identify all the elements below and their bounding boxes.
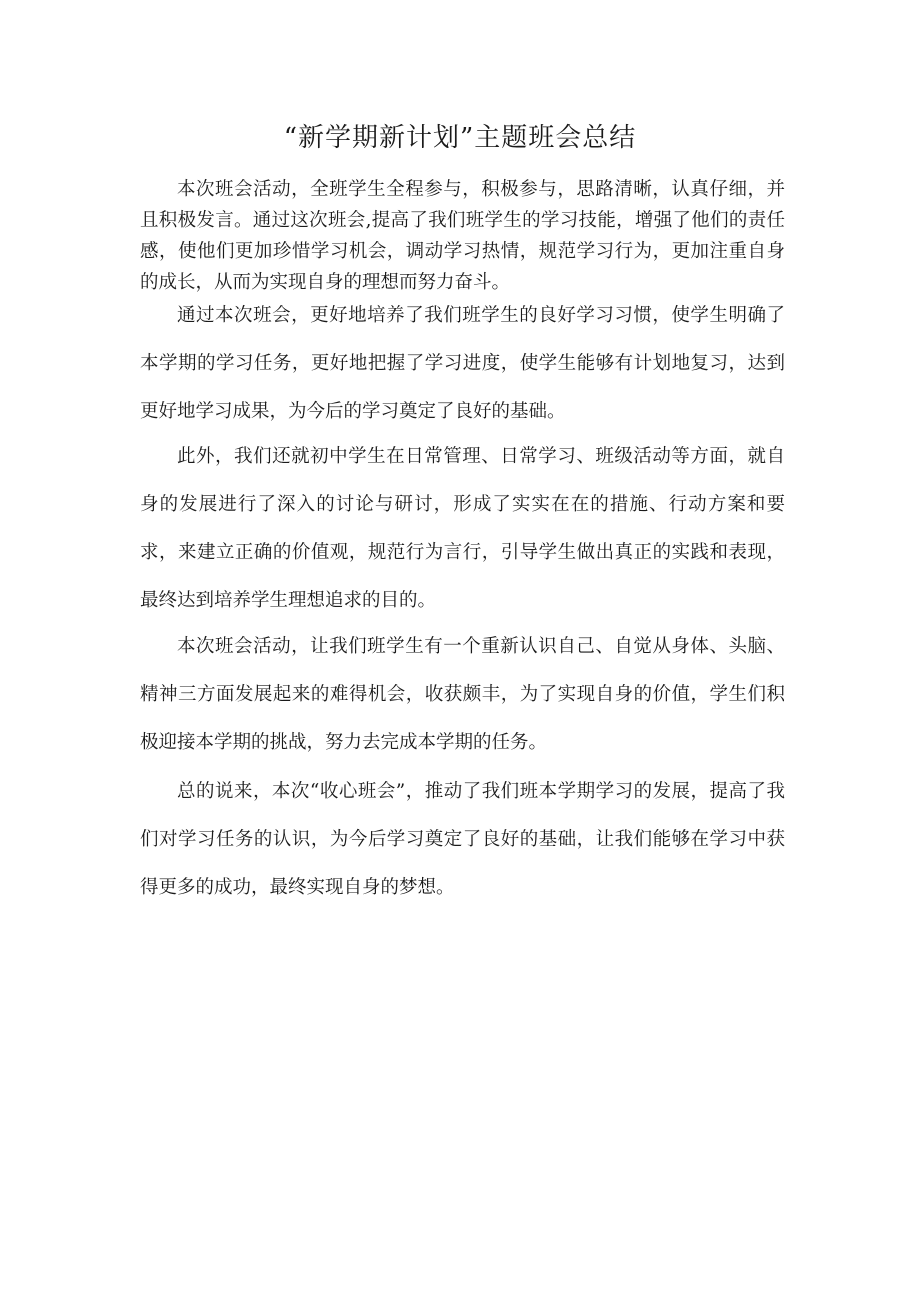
paragraph-3: 此外，我们还就初中学生在日常管理、日常学习、班级活动等方面，就自身的发展进行了深入的讨论与研讨，形成了实实在在的措施、行动方案和要求，来建立正确的价值观，规范行为言行，引导学生做出真正的实践和表现，最终达到培养学生理想追求的目的。 [140, 446, 785, 611]
document-title: “新学期新计划”主题班会总结 [283, 123, 637, 153]
paragraph-2: 通过本次班会，更好地培养了我们班学生的良好学习习惯，使学生明确了本学期的学习任务，更好地把握了学习进度，使学生能够有计划地复习，达到更好地学习成果，为今后的学习奠定了良好的基础。 [140, 305, 785, 422]
paragraph-5: 总的说来，本次“收心班会”，推动了我们班本学期学习的发展，提高了我们对学习任务的认识，为今后学习奠定了良好的基础，让我们能够在学习中获得更多的成功，最终实现自身的梦想。 [140, 781, 785, 898]
paragraph-4: 本次班会活动，让我们班学生有一个重新认识自己、自觉从身体、头脑、精神三方面发展起来的难得机会，收获颇丰，为了实现自身的价值，学生们积极迎接本学期的挑战，努力去完成本学期的任务。 [140, 636, 785, 753]
paragraph-1: 本次班会活动，全班学生全程参与，积极参与，思路清晰，认真仔细，并且积极发言。通过这次班会,提高了我们班学生的学习技能，增强了他们的责任感，使他们更加珍惜学习机会，调动学习热情，规范学习行为，更加注重自身的成长，从而为实现自身的理想而努力奋斗。 [140, 179, 785, 293]
